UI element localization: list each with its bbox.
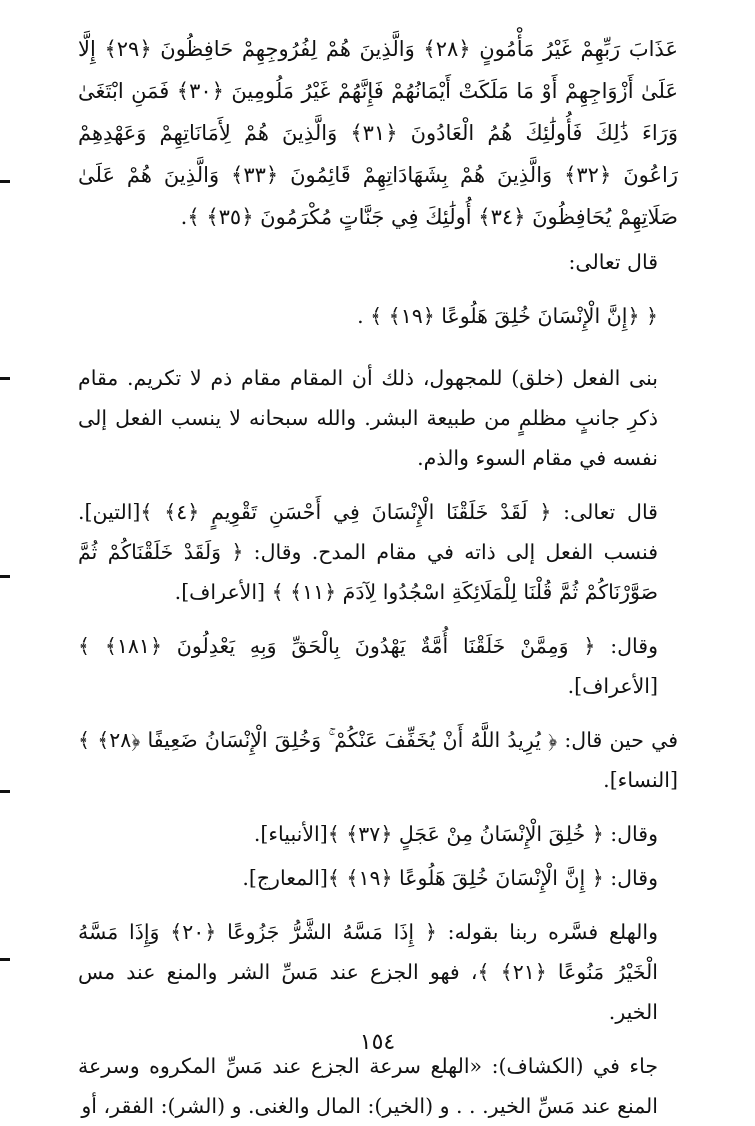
paragraph-anbiya: وقال: ﴿ خُلِقَ الْإِنْسَانُ مِنْ عَجَلٍ ﴿٣٧﴾ ﴾[الأنبياء]. [253,822,658,846]
verse-hala: ﴿ ﴿إِنَّ الْإِنْسَانَ خُلِقَ هَلُوعًا ﴿١٩﴾ ﴾ . [357,304,658,328]
qaala-taala-heading: قال تعالى: [568,250,658,274]
paragraph-tin: قال تعالى: ﴿ لَقَدْ خَلَقْنَا الْإِنْسَانَ فِي أَحْسَنِ تَقْوِيمٍ ﴿٤﴾ ﴾[التين]. فنسب الفعل إلى ذاته في مقام المدح. وقال: ﴿ وَلَقَدْ خَلَقْنَاكُمْ ثُمَّ صَوَّرْنَاكُمْ ثُمَّ قُلْنَا لِلْمَلَائِكَةِ اسْجُدُوا لِآدَمَ ﴿١١﴾ ﴾ [الأعراف]. [78,500,658,604]
paragraph-passive: بنى الفعل (خلق) للمجهول، ذلك أن المقام مقام ذم لا تكريم. مقام ذكرِ جانبٍ مظلمٍ من طبيعة البشر. والله سبحانه لا ينسب الفعل إلى نفسه في مقام السوء والذم. [78,366,658,470]
page-text [78,28,678,1126]
margin-mark [0,790,10,793]
paragraph-maarij: وقال: ﴿ إِنَّ الْإِنْسَانَ خُلِقَ هَلُوعًا ﴿١٩﴾ ﴾[المعارج]. [242,866,658,890]
paragraph-explain: والهلع فسَّره ربنا بقوله: ﴿ إِذَا مَسَّهُ الشَّرُّ جَزُوعًا ﴿٢٠﴾ وَإِذَا مَسَّهُ الْخَيْرُ مَنُوعًا ﴿٢١﴾ ﴾، فهو الجزع عند مَسِّ الشر والمنع عند مس الخير. [78,920,659,1024]
margin-mark [0,180,10,183]
paragraph-nisa: في حين قال: ﴿ يُرِيدُ اللَّهُ أَنْ يُخَفِّفَ عَنْكُمْ ۚ وَخُلِقَ الْإِنْسَانُ ضَعِيفًا ﴿٢٨﴾ ﴾ [النساء]. [78,728,678,792]
margin-mark [0,377,10,380]
page-number: ١٥٤ [359,1030,396,1055]
paragraph-kashaf: جاء في (الكشاف): «الهلع سرعة الجزع عند مَسِّ المكروه وسرعة المنع عند مَسِّ الخير. . . و (الخير): المال والغنى. و (الشر): الفقر، أو [78,1054,658,1118]
verses-block: عَذَابَ رَبِّهِمْ غَيْرُ مَأْمُونٍ ﴿٢٨﴾ وَالَّذِينَ هُمْ لِفُرُوجِهِمْ حَافِظُونَ ﴿٢٩﴾ إِلَّا عَلَىٰ أَزْوَاجِهِمْ أَوْ مَا مَلَكَتْ أَيْمَانُهُمْ فَإِنَّهُمْ غَيْرُ مَلُومِينَ ﴿٣٠﴾ فَمَنِ ابْتَغَىٰ وَرَاءَ ذَٰلِكَ فَأُولَٰئِكَ هُمُ الْعَادُونَ ﴿٣١﴾ وَالَّذِينَ هُمْ لِأَمَانَاتِهِمْ وَعَهْدِهِمْ رَاعُونَ ﴿٣٢﴾ وَالَّذِينَ هُمْ بِشَهَادَاتِهِمْ قَائِمُونَ ﴿٣٣﴾ وَالَّذِينَ هُمْ عَلَىٰ صَلَاتِهِمْ يُحَافِظُونَ ﴿٣٤﴾ أُولَٰئِكَ فِي جَنَّاتٍ مُكْرَمُونَ ﴿٣٥﴾ ﴾. [78,37,679,229]
margin-mark [0,575,10,578]
margin-mark [0,958,10,961]
paragraph-araf: وقال: ﴿ وَمِمَّنْ خَلَقْنَا أُمَّةٌ يَهْدُونَ بِالْحَقِّ وَبِهِ يَعْدِلُونَ ﴿١٨١﴾ ﴾ [الأعراف]. [78,634,658,698]
